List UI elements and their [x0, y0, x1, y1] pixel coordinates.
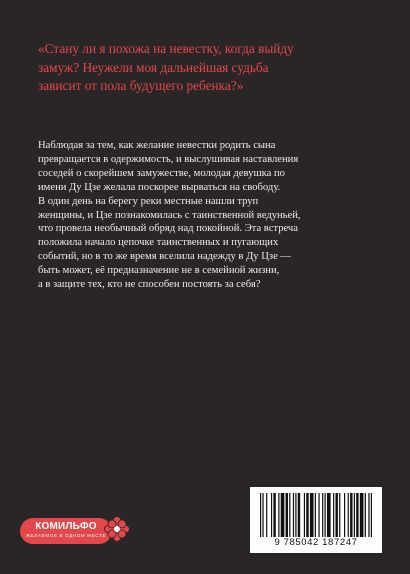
description-line: женщины, и Цзе познакомилась с таинственной ведуньей, — [38, 209, 301, 221]
barcode-bar — [354, 493, 355, 537]
barcode-bar — [273, 493, 275, 537]
barcode-bar — [293, 493, 294, 537]
barcode-bar — [333, 493, 334, 537]
barcode-bar — [286, 493, 288, 537]
description-line: быть может, её предназначение не в семейной жизни, — [38, 265, 280, 277]
cover-quote — [38, 40, 378, 96]
barcode-bar — [318, 493, 319, 537]
description-line: а в защите тех, кто не способен постоять за себя? — [38, 279, 261, 291]
barcode-bar — [322, 493, 323, 537]
description-line: В один день на берегу реки местные нашли труп — [38, 195, 259, 207]
isbn-barcode — [250, 487, 382, 553]
barcode-bar — [260, 493, 261, 537]
barcode-bar — [266, 493, 267, 537]
quote-line: «Стану ли я похожа на невестку, когда выйду — [38, 41, 294, 56]
isbn-number: 9 785042 187247 — [274, 537, 358, 548]
quote-line: замуж? Неужели моя дальнейшая судьба — [38, 59, 269, 75]
description-line: имени Ду Цзе желала поскорее вырваться на свободу. — [38, 181, 281, 193]
barcode-bar — [262, 493, 263, 537]
quote-line: зависит от пола будущего ребенка?» — [38, 78, 244, 93]
barcode-bar — [304, 493, 305, 537]
barcode-bar — [365, 493, 366, 537]
barcode-bar — [306, 493, 308, 537]
barcode-bar — [348, 493, 349, 537]
barcode-bar — [310, 493, 314, 537]
barcode-bar — [344, 493, 345, 537]
barcode-bar — [315, 493, 316, 537]
publisher-logo — [20, 518, 130, 548]
description-line: событий, но в то же время вселила надежду в Ду Цзе — — [38, 251, 292, 263]
description-line: превращается в одержимость, и выслушивая наставления — [38, 153, 299, 165]
barcode-bar — [295, 493, 296, 537]
barcode-bar — [325, 493, 326, 537]
publisher-name: КОМИЛЬФО — [35, 521, 97, 532]
barcode-bar — [335, 493, 337, 537]
description-line: соседей о скорейшем замужестве, молодая девушка по — [38, 167, 285, 179]
flower-icon — [104, 516, 130, 542]
description-line: Наблюдая за тем, как желание невестки родить сына — [38, 140, 276, 151]
publisher-tagline: ЖЕЛАЕМОЕ В ОДНОМ МЕСТЕ — [25, 533, 107, 538]
barcode-bar — [371, 493, 372, 537]
barcode-bar — [356, 493, 358, 537]
barcode-bars — [258, 493, 374, 537]
barcode-bar — [368, 493, 369, 537]
barcode-bar — [278, 493, 279, 537]
description-line: что провела необычный обряд над покойной. Эта встреча — [38, 223, 298, 235]
barcode-bar — [271, 493, 272, 537]
barcode-bar — [298, 493, 300, 537]
barcode-bar — [281, 493, 285, 537]
book-description — [38, 139, 383, 292]
barcode-bar — [339, 493, 340, 537]
description-line: положила начало цепочке таинственных и пугающих — [38, 237, 279, 249]
barcode-bar — [289, 493, 290, 537]
barcode-bar — [360, 493, 364, 537]
barcode-bar — [350, 493, 352, 537]
barcode-bar — [327, 493, 331, 537]
